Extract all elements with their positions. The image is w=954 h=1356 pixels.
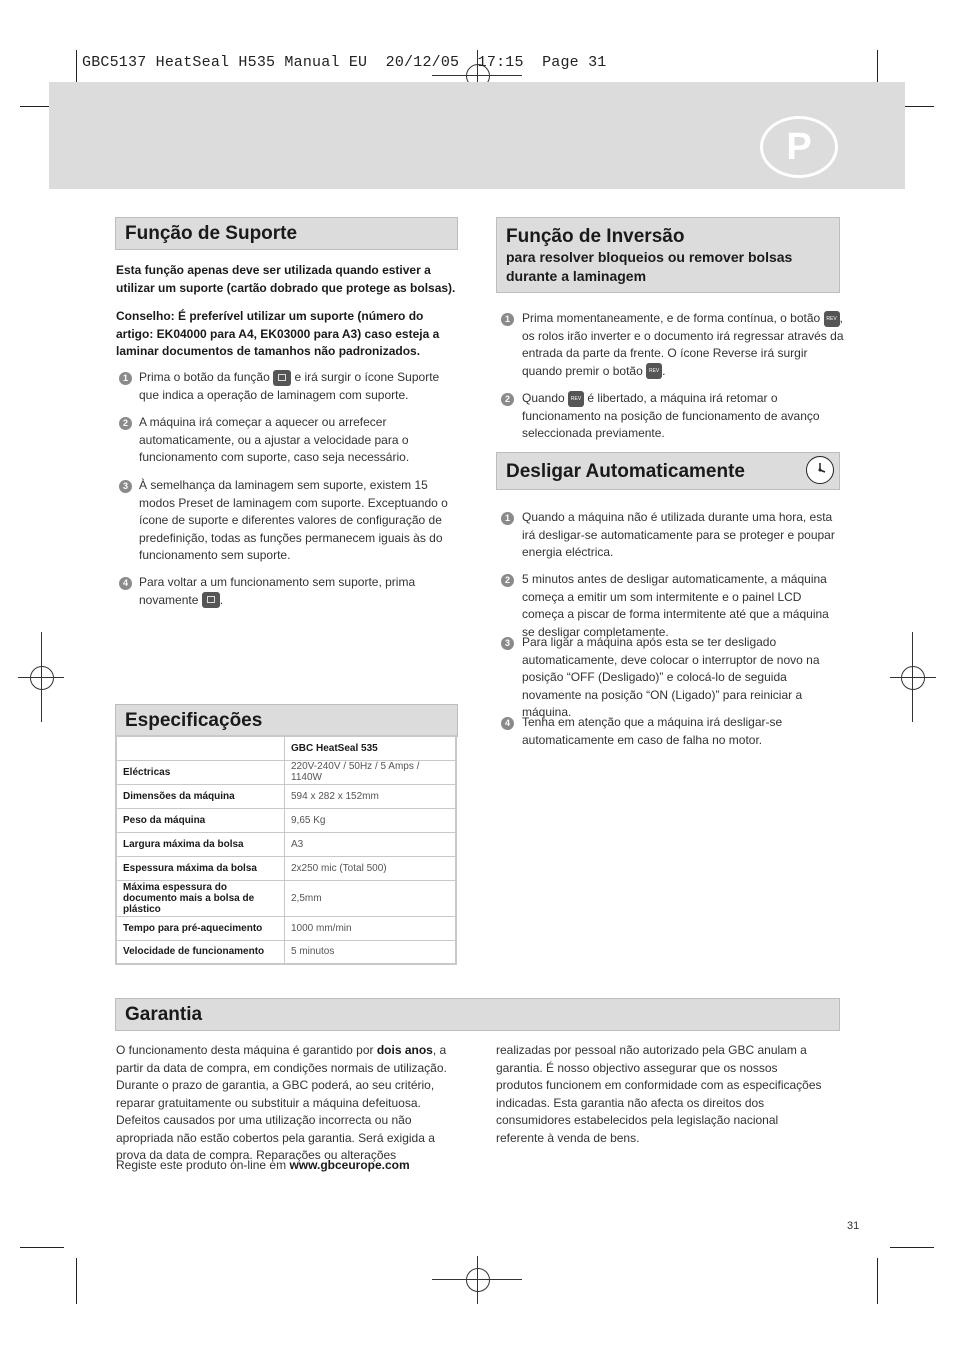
support-function-icon	[273, 370, 291, 386]
section-subtitle: para resolver bloqueios ou remover bolsas durante a laminagem	[506, 249, 793, 284]
spec-value: 1000 mm/min	[285, 916, 457, 940]
reverse-button-icon: REV	[568, 391, 584, 407]
spec-value: 9,65 Kg	[285, 808, 457, 832]
auto-off-timer-icon	[806, 456, 834, 484]
table-row	[116, 784, 456, 808]
section-header-desligar	[496, 452, 840, 490]
spec-value: 594 x 282 x 152mm	[285, 784, 457, 808]
table-row	[116, 880, 456, 916]
paragraph-text: , a partir da data de compra, em condições normais de utilização. Durante o prazo de garantia, a GBC poderá, ao seu critério, reparar gratuitamente ou substituir a máquina defeituosa. Defeitos causados por uma utilização incorrecta ou não apropriada não estão cobertos pela garantia. Será exigida a prova da data de compra. Reparações ou alterações	[116, 1043, 447, 1162]
table-row	[116, 916, 456, 940]
section-header-especificacoes	[115, 704, 458, 737]
step-text: .	[219, 592, 224, 607]
crop-mark	[20, 1247, 64, 1248]
spec-value: 2,5mm	[285, 880, 457, 916]
table-row	[116, 856, 456, 880]
section-title: Função de Suporte	[125, 223, 298, 244]
reverse-button-icon: REV	[646, 363, 662, 379]
spec-value: 220V-240V / 50Hz / 5 Amps / 1140W	[285, 760, 457, 784]
step-number: 1	[501, 313, 514, 326]
specifications-table	[115, 735, 457, 965]
table-row	[116, 760, 456, 784]
print-header: GBC5137 HeatSeal H535 Manual EU 20/12/05 17:15 Page 31	[82, 54, 607, 71]
spec-label: Máxima espessura do documento mais a bolsa de plástico	[116, 880, 285, 916]
step-text: é libertado, a máquina irá retomar o funcionamento na posição de funcionamento de avanço seleccionada previamente.	[522, 391, 820, 440]
paragraph-text: Registe este produto on-line em	[116, 1158, 290, 1172]
garantia-paragraph-2: realizadas por pessoal não autorizado pela GBC anulam a garantia. É nosso objectivo assegurar que os nossos produtos funcionem em conformidade com as especificações indicadas. Esta garantia não afecta os direitos dos consumidores estabelecidos pela legislação nacional referente à venda de bens.	[496, 1043, 822, 1145]
step-number: 2	[119, 417, 132, 430]
spec-label: Largura máxima da bolsa	[116, 832, 285, 856]
step-number: 4	[501, 717, 514, 730]
step-text: 5 minutos antes de desligar automaticamente, a máquina começa a emitir um som intermitente e o painel LCD começa a piscar de forma intermitente até que a máquina se desligar completamente.	[522, 572, 829, 639]
crop-mark	[877, 1258, 878, 1304]
step-text: A máquina irá começar a aquecer ou arrefecer automaticamente, ou a ajustar a velocidade para o funcionamento com suporte, caso seja necessário.	[139, 415, 410, 464]
spec-value: 5 minutos	[285, 940, 457, 964]
page-number: 31	[847, 1220, 860, 1232]
section-header-suporte	[115, 217, 458, 250]
step-number: 1	[119, 372, 132, 385]
section-title: Desligar Automaticamente	[506, 461, 745, 482]
spec-label: Velocidade de funcionamento	[116, 940, 285, 964]
crop-mark	[76, 1258, 77, 1304]
step-text: Prima o botão da função	[139, 370, 270, 384]
step-number: 1	[501, 512, 514, 525]
step-text: Para ligar a máquina após esta se ter desligado automaticamente, deve colocar o interruptor de novo na posição “OFF (Desligado)” e colocá-lo de seguida novamente na posição “ON (Ligado)” para reiniciar a máquina.	[522, 635, 820, 719]
reverse-button-icon: REV	[824, 311, 840, 327]
step-text: e irá surgir o ícone Suporte que indica a operação de laminagem com suporte.	[139, 370, 440, 402]
spec-value: A3	[285, 832, 457, 856]
table-row	[116, 940, 456, 964]
paragraph-text: O funcionamento desta máquina é garantido por	[116, 1043, 377, 1057]
step-text: , os rolos irão inverter e o documento irá regressar através da entrada da parte da frente. O ícone Reverse irá surgir quando premir o botão	[522, 311, 844, 378]
garantia-paragraph-1	[116, 1042, 461, 1165]
step-text: Tenha em atenção que a máquina irá desligar-se automaticamente em caso de falha no motor.	[522, 715, 783, 747]
step-number: 3	[119, 480, 132, 493]
section-header-garantia	[115, 998, 840, 1031]
spec-label: Tempo para pré-aquecimento	[116, 916, 285, 940]
table-header-model: GBC HeatSeal 535	[285, 736, 457, 760]
register-online	[116, 1157, 461, 1175]
spec-label: Dimensões da máquina	[116, 784, 285, 808]
support-function-icon	[202, 592, 220, 608]
spec-label: Espessura máxima da bolsa	[116, 856, 285, 880]
step-number: 2	[501, 393, 514, 406]
section-title: Garantia	[125, 1004, 203, 1025]
table-row	[116, 736, 456, 760]
warranty-duration: dois anos	[376, 1043, 433, 1057]
language-badge: P	[760, 116, 838, 178]
table-row	[116, 808, 456, 832]
step-text: Para voltar a um funcionamento sem suporte, prima novamente	[139, 575, 416, 607]
step-number: 2	[501, 574, 514, 587]
table-row	[116, 832, 456, 856]
step-number: 4	[119, 577, 132, 590]
suporte-tip: Conselho: É preferível utilizar um suporte (número do artigo: EK04000 para A4, EK03000 para A3) caso esteja a laminar documentos de tamanhos não padronizados.	[116, 309, 440, 358]
suporte-intro: Esta função apenas deve ser utilizada quando estiver a utilizar um suporte (cartão dobrado que protege as bolsas).	[116, 263, 456, 295]
section-header-inversao	[496, 217, 840, 293]
step-text: Prima momentaneamente, e de forma contínua, o botão	[522, 311, 821, 325]
section-title: Função de Inversão	[506, 226, 685, 247]
step-text: Quando	[522, 391, 565, 405]
website-link[interactable]: www.gbceurope.com	[289, 1158, 410, 1172]
step-text: À semelhança da laminagem sem suporte, existem 15 modos Preset de laminagem com suporte. Exceptuando o ícone de suporte e diferentes valores de configuração de predefinição, todas as funções permanecem iguais às do funcionamento sem suporte.	[139, 478, 448, 562]
step-number: 3	[501, 637, 514, 650]
crop-mark	[890, 1247, 934, 1248]
spec-value: 2x250 mic (Total 500)	[285, 856, 457, 880]
section-title: Especificações	[125, 710, 263, 731]
step-text: .	[662, 363, 666, 378]
spec-label: Peso da máquina	[116, 808, 285, 832]
spec-label: Eléctricas	[116, 760, 285, 784]
step-text: Quando a máquina não é utilizada durante uma hora, esta irá desligar-se automaticamente para se proteger e poupar energia eléctrica.	[522, 510, 835, 559]
